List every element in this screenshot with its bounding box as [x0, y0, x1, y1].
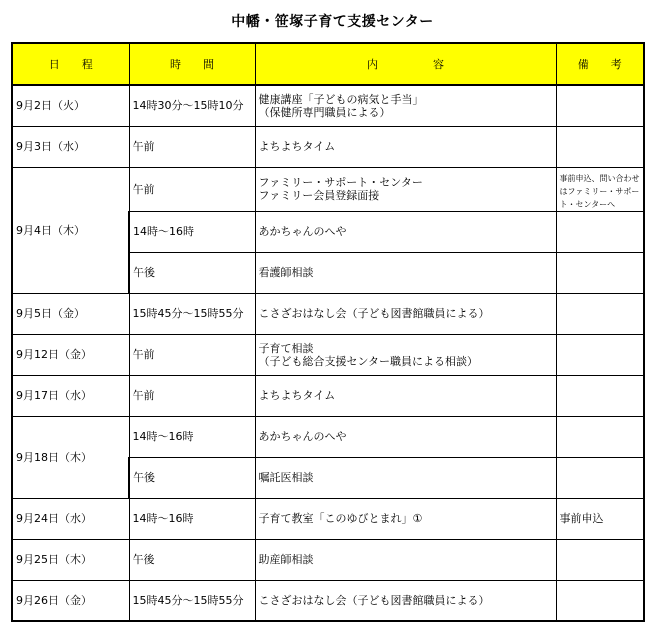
table-row — [12, 580, 644, 621]
header-date: 日 程 — [12, 43, 129, 85]
note-cell — [556, 85, 644, 126]
date-cell: 9月12日（金） — [12, 334, 129, 375]
note-cell — [556, 539, 644, 580]
content-cell: 看護師相談 — [255, 252, 556, 293]
note-cell — [556, 457, 644, 498]
time-cell: 14時～16時 — [129, 498, 255, 539]
table-row — [12, 293, 644, 334]
content-cell: ファミリー・サポート・センター ファミリー会員登録面接 — [255, 167, 556, 211]
date-cell: 9月17日（水） — [12, 375, 129, 416]
note-cell — [556, 334, 644, 375]
time-cell: 14時～16時 — [129, 416, 255, 457]
date-cell: 9月4日（木） — [12, 167, 129, 293]
note-cell — [556, 252, 644, 293]
content-cell: 子育て教室「このゆびとまれ」① — [255, 498, 556, 539]
content-cell: 子育て相談 （子ども総合支援センター職員による相談） — [255, 334, 556, 375]
time-cell: 午前 — [129, 375, 255, 416]
time-cell: 午後 — [129, 252, 255, 293]
note-cell — [556, 416, 644, 457]
content-cell: こさざおはなし会（子ども図書館職員による） — [255, 580, 556, 621]
content-cell: こさざおはなし会（子ども図書館職員による） — [255, 293, 556, 334]
header-content: 内 容 — [255, 43, 556, 85]
note-cell — [556, 126, 644, 167]
date-cell: 9月3日（水） — [12, 126, 129, 167]
table-row — [12, 498, 644, 539]
note-cell — [556, 580, 644, 621]
table-row — [12, 334, 644, 375]
content-cell: 健康講座「子どもの病気と手当」 （保健所専門職員による） — [255, 85, 556, 126]
content-cell: よちよちタイム — [255, 375, 556, 416]
date-cell: 9月24日（水） — [12, 498, 129, 539]
header-row — [12, 43, 644, 85]
table-row — [12, 126, 644, 167]
time-cell: 15時45分～15時55分 — [129, 580, 255, 621]
time-cell: 14時30分～15時10分 — [129, 85, 255, 126]
time-cell: 午前 — [129, 126, 255, 167]
page-title: 中幡・笹塚子育て支援センター — [231, 14, 434, 30]
time-cell: 15時45分～15時55分 — [129, 293, 255, 334]
date-cell: 9月2日（火） — [12, 85, 129, 126]
note-cell — [556, 375, 644, 416]
table-row — [12, 416, 644, 457]
time-cell: 午前 — [129, 334, 255, 375]
time-cell: 14時～16時 — [129, 211, 255, 252]
content-cell: あかちゃんのへや — [255, 211, 556, 252]
note-cell: 事前申込 — [556, 498, 644, 539]
content-cell: 嘱託医相談 — [255, 457, 556, 498]
table-row — [12, 167, 644, 211]
time-cell: 午後 — [129, 539, 255, 580]
note-cell — [556, 211, 644, 252]
time-cell: 午後 — [129, 457, 255, 498]
note-cell: 事前申込、問い合わせはファミリー・サポート・センターへ — [556, 167, 644, 211]
table-row — [12, 539, 644, 580]
header-time: 時 間 — [129, 43, 255, 85]
date-cell: 9月25日（木） — [12, 539, 129, 580]
content-cell: 助産師相談 — [255, 539, 556, 580]
header-notes: 備 考 — [556, 43, 644, 85]
time-cell: 午前 — [129, 167, 255, 211]
schedule-table — [11, 42, 645, 622]
content-cell: よちよちタイム — [255, 126, 556, 167]
note-cell — [556, 293, 644, 334]
table-row — [12, 375, 644, 416]
table-row — [12, 85, 644, 126]
date-cell: 9月5日（金） — [12, 293, 129, 334]
date-cell: 9月26日（金） — [12, 580, 129, 621]
date-cell: 9月18日（木） — [12, 416, 129, 498]
content-cell: あかちゃんのへや — [255, 416, 556, 457]
